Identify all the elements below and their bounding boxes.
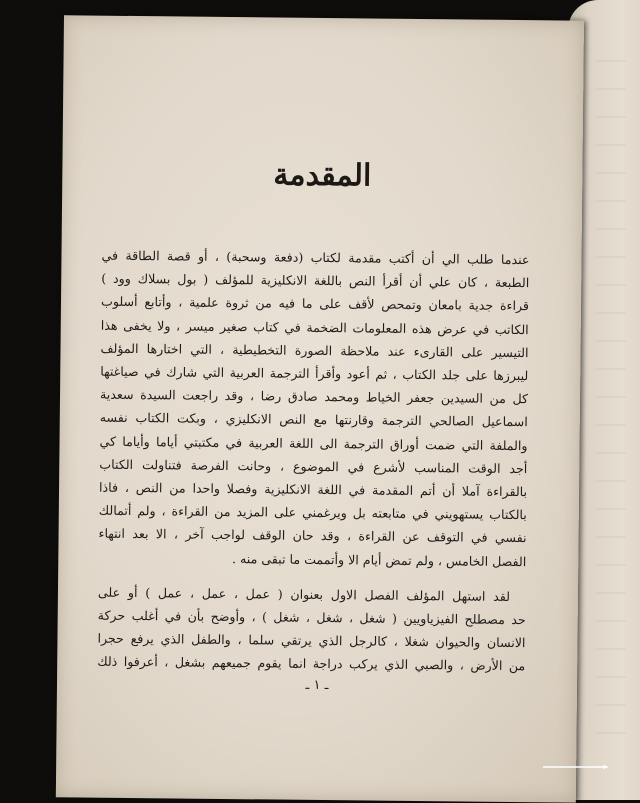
- body-text: [97, 244, 529, 678]
- text-line: بالقراءة آملا أن أتم المقدمة في اللغة الانكليزية وفصلا واحدا من النص ، فاذا: [98, 479, 528, 500]
- paragraph-1: [98, 244, 529, 573]
- text-line: اسماعيل الصالحي الترجمة وقارنتها مع النص الانكليزي ، وبكت الكتاب نفسه: [99, 410, 528, 430]
- text-line: التيسير على القارىء عند ملاحظة الصورة التخطيطية ، التي اختارها المؤلف: [100, 340, 529, 360]
- book-page: [56, 15, 584, 802]
- text-line: الطبعة ، كان علي أن أقرأ النص باللغة الانكليزية للمؤلف ( بول بسلاك وود ): [101, 270, 530, 291]
- text-line: الانسان والحيوان شغلا ، كالرجل الذي يرتقي سلما ، والطفل الذي يرفع حجرا: [97, 630, 526, 651]
- page-number: ـ ١ ـ: [305, 677, 329, 694]
- text-line: قراءة جدية بامعان وتمحص لأقف على ما فيه من ثروة علمية ، وأتابع أسلوب: [100, 294, 530, 314]
- page-title: المقدمة: [273, 157, 372, 194]
- text-line: ليبرزها على جلد الكتاب ، ثم أعود وأقرأ الترجمة العربية التي شارك في صياغتها: [100, 363, 529, 384]
- arrow-right-icon: [543, 765, 609, 769]
- text-line: أجد الوقت المناسب لأشرع في الموضوع ، وحانت الفرصة فتناولت الكتاب: [99, 456, 528, 476]
- next-page-bleedthrough: [596, 60, 626, 760]
- text-line: الفصل الخامس ، ولم تمض أيام الا وأتممت ما تبقى منه .: [231, 550, 527, 569]
- text-line: حد مصطلح الفيزياويين ( شغل ، شغل ، شغل ) ، وأوضح بأن في أغلب حركة: [97, 607, 526, 628]
- text-line: الكاتب في عرض هذه المعلومات الضخمة في كتاب صغير ميسر ، ولا يخفى هذا: [100, 317, 529, 337]
- text-line: عندما طلب الي أن أكتب مقدمة لكتاب (دفعة وسحبة) ، أو قصة الطاقة في: [101, 247, 530, 268]
- text-line: لقد استهل المؤلف الفصل الاول بعنوان ( عمل ، عمل ، عمل ) أو على: [97, 584, 511, 604]
- text-line: كل من السيدين جعفر الخياط ومحمد صادق رضا ، وقد راجعت السيدة سعدية: [99, 386, 529, 407]
- paragraph-2: [97, 581, 526, 678]
- text-line: نفسي في التوقف عن القراءة ، وقد حان الوقف لواجب آخر ، الا بعد انتهاء: [98, 526, 527, 546]
- text-line: من الأرض ، والصبي الذي يركب دراجة انما يقوم جميعهم بشغل ، أعرفوا ذلك: [97, 654, 526, 674]
- text-line: بالكتاب يستهويني في متابعته بل ويرغمني على المزيد من القراءة ، ولم أتمالك: [98, 502, 527, 523]
- text-line: والملفة التي ضمت أوراق الترجمة الى اللغة العربية في مكتبتي أياما وأياما كي: [99, 433, 528, 453]
